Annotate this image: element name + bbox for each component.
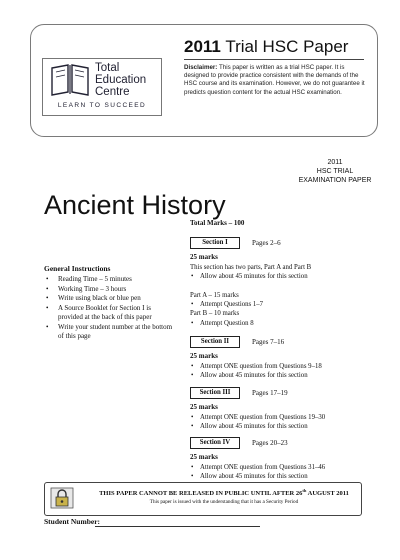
instruction-item: • Write using black or blue pen <box>44 294 174 304</box>
open-book-icon <box>50 62 90 103</box>
logo-text-line3: Centre <box>95 86 130 98</box>
section-4-bullet-1: • Attempt ONE question from Questions 31–46 <box>190 463 380 472</box>
instruction-item: • Working Time – 3 hours <box>44 285 174 295</box>
section-3-bullet-2: • Allow about 45 minutes for this section <box>190 422 380 431</box>
logo-tagline: LEARN TO SUCCEED <box>57 102 147 109</box>
section-2-bullet-1: • Attempt ONE question from Questions 9–18 <box>190 362 380 371</box>
instruction-item: • A Source Booklet for Section I is provided at the back of this paper <box>44 304 174 323</box>
paper-year: 2011 <box>184 37 221 56</box>
section-4-bullet-2: • Allow about 45 minutes for this section <box>190 472 380 481</box>
section-1-desc: This section has two parts, Part A and Part B <box>190 264 312 271</box>
instructions-list <box>44 275 174 342</box>
section-2-pages: Pages 7–16 <box>252 338 285 346</box>
exam-type-line2: EXAMINATION PAPER <box>298 177 372 184</box>
instructions-heading: General Instructions <box>44 264 111 273</box>
logo-text-line2: Education <box>95 74 147 86</box>
disclaimer-label: Disclaimer: <box>184 64 218 71</box>
disclaimer <box>184 64 368 97</box>
paper-title <box>184 37 348 57</box>
instruction-item: • Write your student number at the bottom of this page <box>44 323 174 342</box>
section-1-bullet: • Allow about 45 minutes for this section <box>190 272 380 281</box>
title-divider <box>184 59 364 60</box>
exam-year: 2011 <box>327 159 343 166</box>
section-1-pages: Pages 2–6 <box>252 239 281 247</box>
logo-text-line1: Total <box>95 62 120 74</box>
paper-title-text: Trial HSC Paper <box>225 37 349 56</box>
release-notice <box>92 488 356 497</box>
security-period-note: This paper is issued with the understanding that it has a Security Period <box>149 499 299 505</box>
section-3-marks: 25 marks <box>190 403 218 411</box>
exam-year-block <box>290 158 380 185</box>
section-3-label: Section III <box>190 387 240 399</box>
subject-title: Ancient History <box>44 190 226 220</box>
section-4-marks: 25 marks <box>190 453 218 461</box>
section-1-marks: 25 marks <box>190 253 218 261</box>
section-2-label: Section II <box>190 336 240 348</box>
section-1-partA-marks: Part A – 15 marks <box>190 292 239 299</box>
instruction-item: • Reading Time – 5 minutes <box>44 275 174 285</box>
section-1-partA-bullet: • Attempt Questions 1–7 <box>190 300 263 309</box>
section-2-bullet-2: • Allow about 45 minutes for this section <box>190 371 380 380</box>
section-1-label: Section I <box>190 237 240 249</box>
student-number-label: Student Number: <box>44 517 101 526</box>
section-1-partB-marks: Part B – 10 marks <box>190 310 240 317</box>
release-date-suffix: th <box>302 488 307 493</box>
section-3-pages: Pages 17–19 <box>252 389 288 397</box>
exam-type-line1: HSC TRIAL <box>316 168 354 175</box>
section-1-partB-bullet: • Attempt Question 8 <box>190 319 254 328</box>
section-4-pages: Pages 20–23 <box>252 439 288 447</box>
release-text: THIS PAPER CANNOT BE RELEASED IN PUBLIC UNTIL AFTER 26 <box>99 490 303 498</box>
section-4-label: Section IV <box>190 437 240 449</box>
padlock-icon <box>50 487 74 514</box>
disclaimer-text: This paper is written as a trial HSC paper. It is designed to provide practice consistent with the demands of the HSC course and its examination. However, we do not guarantee it predicts question content for the actual HSC examination. <box>184 64 365 96</box>
release-date: AUGUST 2011 <box>306 490 349 498</box>
student-number-field[interactable] <box>95 526 260 527</box>
section-3-bullet-1: • Attempt ONE question from Questions 19–30 <box>190 413 380 422</box>
total-marks: Total Marks – 100 <box>190 219 245 227</box>
section-2-marks: 25 marks <box>190 352 218 360</box>
